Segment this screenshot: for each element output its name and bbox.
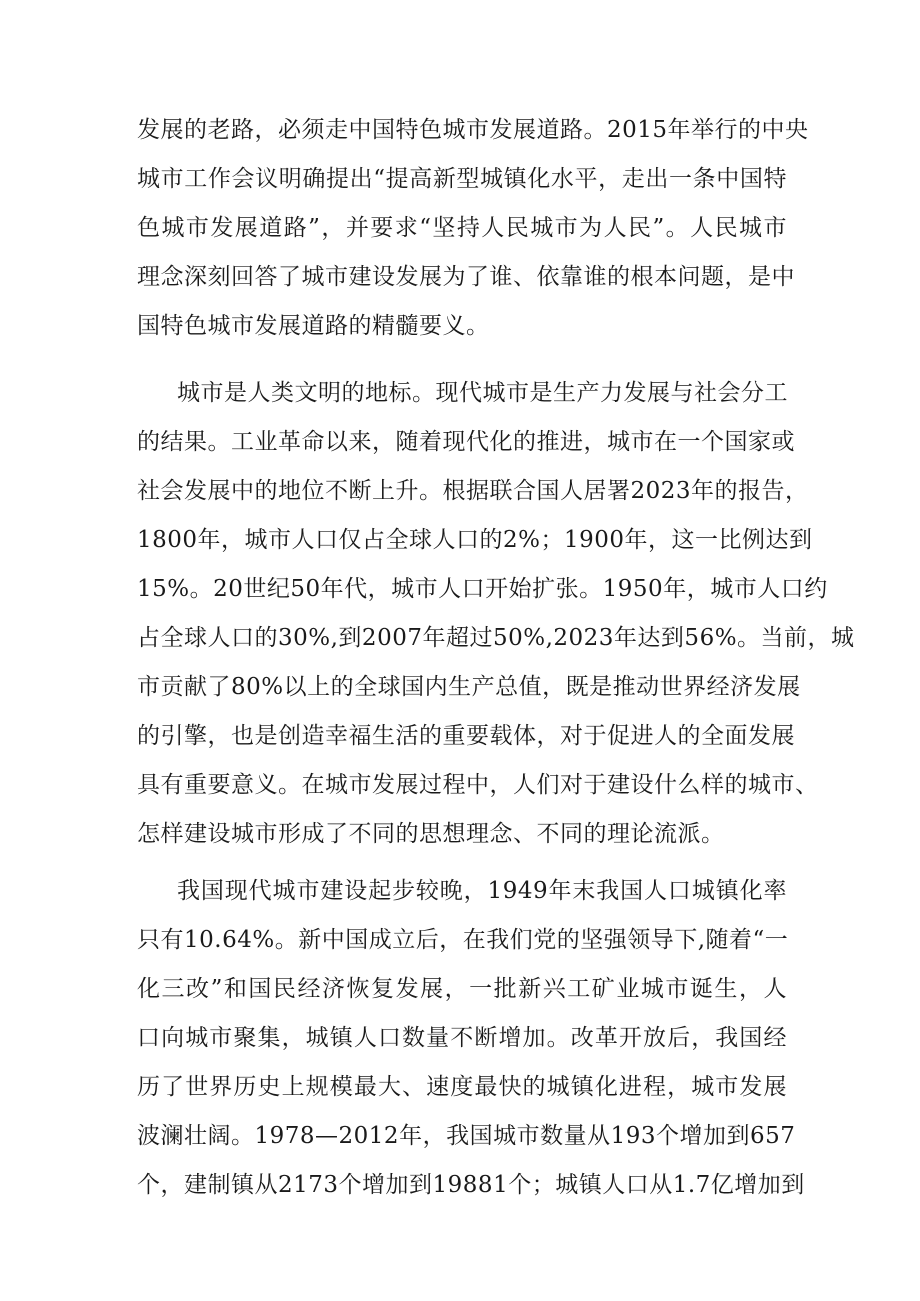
text-line: 市贡献了80%以上的全球国内生产总值，既是推动世界经济发展 [137,674,801,700]
text-line: 波澜壮阔。1978—2012年，我国城市数量从193个增加到657 [137,1123,796,1149]
text-line: 化三改”和国民经济恢复发展，一批新兴工矿业城市诞生，人 [137,976,787,1002]
text-line: 历了世界历史上规模最大、速度最快的城镇化进程，城市发展 [137,1074,787,1100]
text-line: 的结果。工业革命以来，随着现代化的推进，城市在一个国家或 [137,429,795,455]
text-line: 怎样建设城市形成了不同的思想理念、不同的理论流派。 [137,821,725,847]
text-line: 国特色城市发展道路的精髓要义。 [137,313,490,339]
paragraph-3 [137,867,805,1210]
text-line: 具有重要意义。在城市发展过程中，人们对于建设什么样的城市、 [137,772,819,798]
text-line: 发展的老路，必须走中国特色城市发展道路。2015年举行的中央 [137,117,809,143]
text-line: 1800年，城市人口仅占全球人口的2%；1900年，这一比例达到 [137,527,813,553]
text-line: 社会发展中的地位不断上升。根据联合国人居署2023年的报告， [137,478,809,504]
text-line: 15%。20世纪50年代，城市人口开始扩张。1950年，城市人口约 [137,576,828,602]
text-line: 占全球人口的30%,到2007年超过50%,2023年达到56%。当前，城 [137,625,855,651]
text-line: 理念深刻回答了城市建设发展为了谁、依靠谁的根本问题，是中 [137,264,795,290]
text-line: 只有10.64%。新中国成立后，在我们党的坚强领导下,随着“一 [137,927,789,953]
text-line: 我国现代城市建设起步较晚，1949年末我国人口城镇化率 [177,878,787,904]
text-line: 口向城市聚集，城镇人口数量不断增加。改革开放后，我国经 [137,1025,787,1051]
text-line: 个，建制镇从2173个增加到19881个；城镇人口从1.7亿增加到 [137,1172,805,1198]
text-line: 色城市发展道路”，并要求“坚持人民城市为人民”。人民城市 [137,215,787,241]
text-line: 城市工作会议明确提出“提高新型城镇化水平，走出一条中国特 [137,166,787,192]
text-line: 城市是人类文明的地标。现代城市是生产力发展与社会分工 [177,380,788,406]
text-line: 的引擎，也是创造幸福生活的重要载体，对于促进人的全面发展 [137,723,795,749]
paragraph-1 [137,106,809,351]
paragraph-2 [137,369,855,859]
